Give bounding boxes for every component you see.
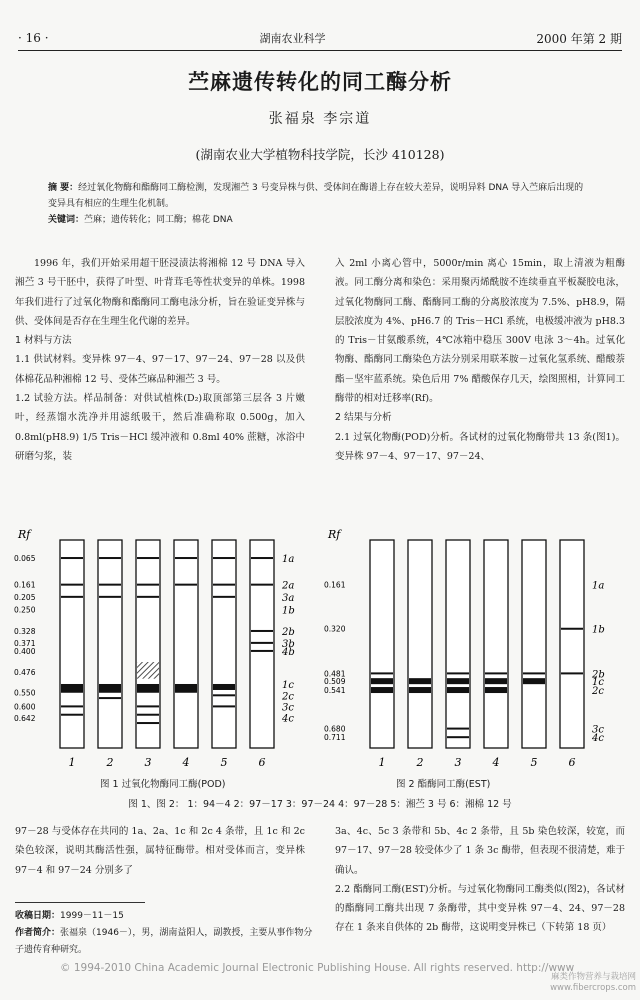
isozyme-band (371, 687, 393, 693)
footnote-rule (15, 902, 145, 903)
band-label: 2c (592, 686, 604, 698)
figure-2-est-zymogram (322, 526, 622, 776)
rf-tick-label: 0.371 (14, 638, 36, 648)
band-label: 1a (282, 554, 295, 566)
band-label: 1c (592, 677, 604, 689)
rf-tick-label: 0.205 (14, 592, 36, 602)
isozyme-band (61, 714, 83, 716)
affiliation: (湖南农业大学植物科技学院，长沙 410128) (195, 147, 445, 162)
isozyme-band (175, 687, 197, 693)
abstract-text: 经过氧化物酶和酯酶同工酶检测，发现湘苎 3 号变异株与供、受体间在酶谱上存在较大差异，说明异料 DNA 导入苎麻后出现的变异具有相应的生理生化机制。 (48, 183, 584, 209)
isozyme-band (99, 596, 121, 598)
isozyme-band (61, 596, 83, 598)
isozyme-band (251, 650, 273, 652)
isozyme-band (61, 557, 83, 559)
isozyme-band (175, 584, 197, 586)
isozyme-band (251, 642, 273, 644)
band-label: 3c (282, 702, 294, 714)
band-label: 3b (282, 638, 295, 650)
rf-tick-label: 0.600 (14, 702, 36, 712)
isozyme-band (137, 705, 159, 707)
isozyme-band (137, 714, 159, 716)
lane-label: 5 (530, 756, 538, 769)
rf-tick-label: 0.250 (14, 605, 36, 615)
band-label: 4b (282, 646, 295, 658)
right-column-paragraph: 2.1 过氧化物酶(POD)分析。各试材的过氧化物酶带共 13 条(图1)。变异株 97－4、97－17、97－24、 (335, 431, 625, 462)
isozyme-band (447, 736, 469, 738)
keywords: 苎麻；遗传转化；同工酶；棉花 DNA (84, 215, 233, 225)
rf-tick-label: 0.550 (14, 688, 36, 698)
received-date: 1999－11－15 (60, 911, 124, 921)
bottom-column-right (335, 822, 625, 938)
gel-lane (136, 540, 160, 748)
rf-tick-label: 0.509 (324, 677, 346, 687)
abstract (48, 180, 592, 228)
isozyme-band (99, 557, 121, 559)
watermark (550, 972, 636, 994)
rf-tick-label: 0.161 (324, 580, 346, 590)
isozyme-band (485, 687, 507, 693)
watermark-line-1: 麻类作物营养与栽培网 (550, 972, 636, 982)
lane-label: 3 (144, 756, 152, 769)
rf-tick-label: 0.711 (324, 733, 346, 743)
gel-lane (98, 540, 122, 748)
figure-2-caption: 图 2 酯酶同工酶(EST) (396, 779, 491, 790)
lane-label: 1 (68, 756, 76, 769)
gel-lane (484, 540, 508, 748)
isozyme-band (447, 672, 469, 674)
band-label: 1b (282, 605, 295, 617)
isozyme-band (485, 672, 507, 674)
isozyme-band (61, 705, 83, 707)
authors: 张福泉 李宗道 (268, 111, 372, 127)
left-column-paragraph: 1 材料与方法 (15, 335, 72, 347)
band-label: 1a (592, 580, 605, 592)
bottom-column-left (15, 822, 305, 880)
y-axis-label: Rf (328, 528, 341, 541)
isozyme-band (99, 697, 121, 699)
right-column-paragraph: 入 2ml 小离心管中，5000r/min 离心 15min，取上清液为粗酶液。同工酶分离和染色：采用聚丙烯酰胺不连续垂直平板凝胶电泳，过氧化物酶同工酶、酯酶同工酶的分离胶浓度为 7.5%、pH8.9，隔层胶浓度为 4%、pH6.7 的 Tris－HCl 系统，电极缓冲液为 pH8.3 的 Tris－甘氨酸系统，4℃冰箱中稳压 300V 电泳 3～4h。过氧化物酶、酯酶同工酶染色方法分别采用联苯胺－过氧化氢系统、醋酸萘酯－坚牢蓝系统。染色后用 7% 醋酸保存几天，绘图照相，计算同工酶带的相对迁移率(Rf)。 (335, 258, 625, 405)
abstract-label: 摘 要： (48, 183, 79, 193)
journal-name: 湖南农业科学 (259, 32, 326, 45)
band-label: 2a (282, 580, 295, 592)
isozyme-band (61, 687, 83, 693)
gel-lane (408, 540, 432, 748)
isozyme-band (213, 584, 235, 586)
gel-lane (522, 540, 546, 748)
lane-label: 5 (220, 756, 228, 769)
isozyme-band (213, 694, 235, 696)
bottom-left-paragraph: 97－28 与受体存在共同的 1a、2a、1c 和 2c 4 条带，且 1c 和 2c 染色较深，说明其酶活性强，属特征酶带。相对受体而言，变异株 97－4 和 97－24 分别多了 (15, 826, 305, 876)
lane-label: 4 (492, 756, 500, 769)
isozyme-band (523, 672, 545, 674)
copyright-notice: © 1994-2010 China Academic Journal Electronic Publishing House. All rights reserved. http://www (60, 962, 575, 974)
keywords-label: 关键词： (48, 215, 85, 225)
footnotes (15, 908, 315, 959)
left-column-paragraph: 1.1 供试材料。变异株 97－4、97－17、97－24、97－28 以及供体棉花品种湘棉 12 号、受体苎麻品种湘苎 3 号。 (15, 354, 305, 385)
gel-lane (60, 540, 84, 748)
author-bio: 张福泉（1946－），男，湖南益阳人，副教授，主要从事作物分子遗传育种研究。 (15, 928, 313, 955)
bottom-right-paragraph: 3a、4c、5c 3 条带和 5b、4c 2 条带，且 5b 染色较深，较宽，而 97－17、97－28 较受体少了 1 条 3c 酶带，但表现不很清楚，难于确认。 (335, 826, 625, 876)
rf-tick-label: 0.476 (14, 668, 36, 678)
left-column-paragraph: 1.2 试验方法。样品制备：对供试植株(D₂)取顶部第三层各 3 片嫩叶，经蒸馏水洗净并用滤纸吸干，然后准确称取 0.500g，加入 0.8ml(pH8.9) 1/5 Tris－HCl 缓冲液和 0.8ml 40% 蔗糖，冰浴中研磨匀浆，装 (15, 393, 305, 462)
rf-tick-label: 0.642 (14, 714, 36, 724)
lane-label: 6 (258, 756, 266, 769)
body-column-left (15, 254, 305, 466)
body-column-right (335, 254, 625, 466)
figure-legend: 图 1、图 2： 1：94－4 2：97－17 3：97－24 4：97－28 5：湘苎 3 号 6：湘棉 12 号 (128, 799, 512, 810)
rf-tick-label: 0.065 (14, 554, 36, 564)
rf-tick-label: 0.320 (324, 624, 346, 634)
isozyme-band (175, 557, 197, 559)
lane-label: 6 (568, 756, 576, 769)
watermark-line-2: www.fibercrops.com (550, 983, 636, 993)
isozyme-band (523, 678, 545, 684)
isozyme-band (137, 584, 159, 586)
band-label: 2b (592, 669, 605, 681)
isozyme-band (213, 684, 235, 690)
page-number: · 16 · (18, 31, 49, 45)
paper-title: 苎麻遗传转化的同工酶分析 (188, 70, 452, 94)
gel-lane (560, 540, 584, 748)
author-bio-label: 作者简介： (15, 928, 61, 938)
isozyme-band (409, 687, 431, 693)
band-label: 4c (592, 733, 604, 745)
issue-info: 2000 年第 2 期 (536, 31, 622, 46)
gel-lane (212, 540, 236, 748)
isozyme-band (561, 672, 583, 674)
isozyme-band (371, 672, 393, 674)
y-axis-label: Rf (18, 528, 31, 541)
gel-lane (370, 540, 394, 748)
rf-tick-label: 0.541 (324, 686, 346, 696)
rf-tick-label: 0.161 (14, 580, 36, 590)
header-rule (18, 50, 622, 51)
isozyme-band (447, 678, 469, 684)
isozyme-band (213, 705, 235, 707)
isozyme-band (251, 557, 273, 559)
figures (12, 526, 628, 776)
rf-tick-label: 0.481 (324, 669, 346, 679)
right-column-paragraph: 2 结果与分析 (335, 412, 392, 424)
isozyme-band (137, 722, 159, 724)
lane-label: 4 (182, 756, 190, 769)
gel-lane (446, 540, 470, 748)
isozyme-band (447, 728, 469, 730)
isozyme-band (213, 596, 235, 598)
gel-lane (250, 540, 274, 748)
figure-1-pod-zymogram (12, 526, 312, 776)
isozyme-band (137, 687, 159, 693)
hatched-band (137, 662, 159, 679)
isozyme-band (485, 678, 507, 684)
isozyme-band (251, 584, 273, 586)
isozyme-band (213, 557, 235, 559)
left-column-paragraph: 1996 年，我们开始采用超干胚浸渍法将湘棉 12 号 DNA 导入湘苎 3 号干胚中，获得了叶型、叶背茸毛等性状变异的单株。1998 年我们进行了过氧化物酶和酯酶同工酶电泳分析，旨在验证变异株与供、受体间是否存在生理生化代谢的差异。 (15, 258, 305, 327)
rf-tick-label: 0.328 (14, 626, 36, 636)
lane-label: 2 (106, 756, 114, 769)
band-label: 4c (282, 713, 294, 725)
isozyme-band (409, 678, 431, 684)
band-label: 1c (282, 680, 294, 692)
isozyme-band (99, 687, 121, 693)
lane-label: 3 (454, 756, 462, 769)
isozyme-band (561, 628, 583, 630)
isozyme-band (371, 678, 393, 684)
band-label: 3a (282, 592, 295, 604)
isozyme-band (137, 557, 159, 559)
band-label: 2b (282, 626, 295, 638)
bottom-right-paragraph: 2.2 酯酶同工酶(EST)分析。与过氧化物酶同工酶类似(图2)，各试材的酯酶同工酶共出现 7 条酶带，其中变异株 97－4、24、97－28 存在 1 条来自供体的 2b 酶带，这说明变异株已（下转第 18 页） (335, 883, 625, 934)
rf-tick-label: 0.400 (14, 646, 36, 656)
figure-1-caption: 图 1 过氧化物酶同工酶(POD) (100, 779, 226, 790)
isozyme-band (251, 630, 273, 632)
received-label: 收稿日期： (15, 911, 61, 921)
isozyme-band (61, 584, 83, 586)
band-label: 2c (282, 691, 294, 703)
running-header (18, 28, 622, 48)
isozyme-band (447, 687, 469, 693)
band-label: 3c (592, 724, 604, 736)
isozyme-band (137, 596, 159, 598)
gel-lane (174, 540, 198, 748)
isozyme-band (99, 584, 121, 586)
band-label: 1b (592, 624, 605, 636)
rf-tick-label: 0.680 (324, 724, 346, 734)
lane-label: 2 (416, 756, 424, 769)
lane-label: 1 (378, 756, 386, 769)
